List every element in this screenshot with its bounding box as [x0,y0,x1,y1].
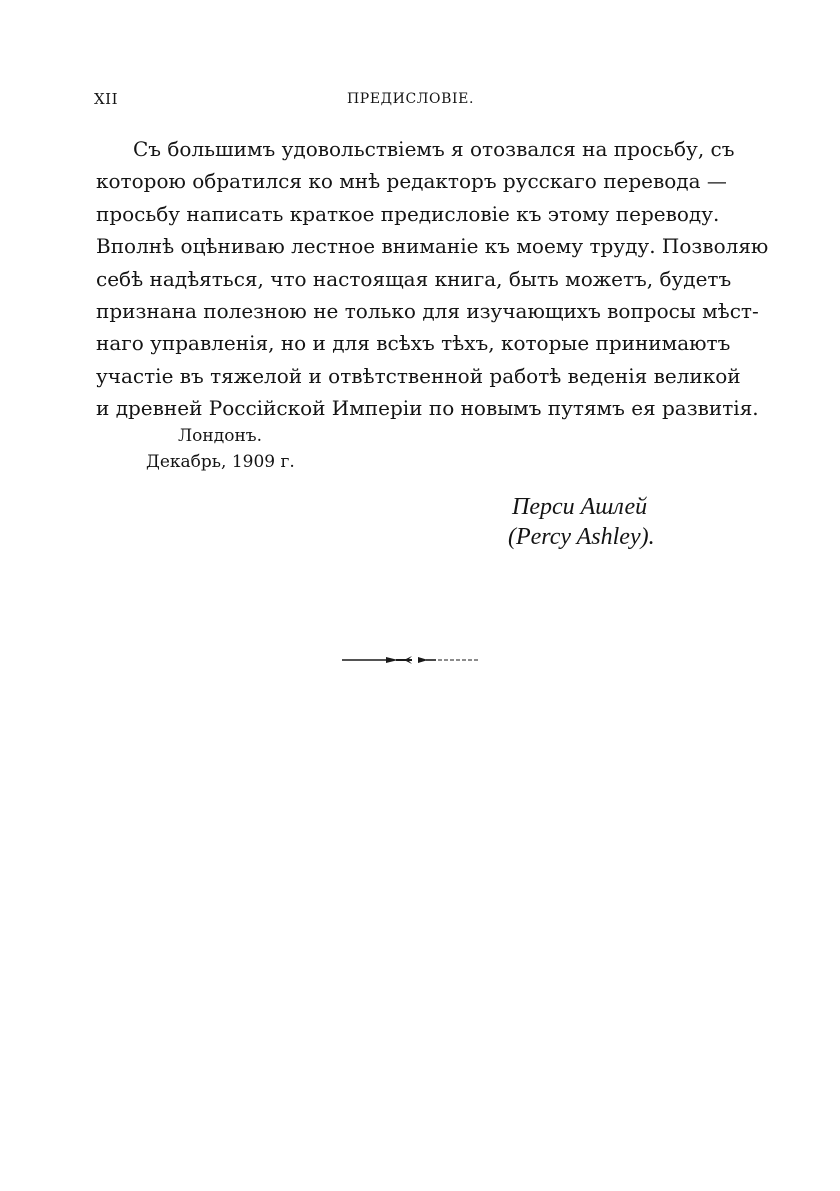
paragraph-line: Вполнѣ оцѣниваю лестное вниманіе къ моему труду. Позволяю [96,234,769,259]
dateline-place: Лондонъ. [178,426,263,446]
page-number: XII [94,90,119,108]
preface-paragraph [96,133,769,425]
running-title: ПРЕДИСЛОВІЕ. [347,91,474,107]
paragraph-line: себѣ надѣяться, что настоящая книга, быть можетъ, будетъ [96,266,732,291]
dateline-date: Декабрь, 1909 г. [146,452,295,472]
paragraph-line: и древней Россійской Имперіи по новымъ путямъ ея развитія. [96,396,759,421]
signature-latin: (Percy Ashley). [508,524,655,550]
end-ornament-icon [340,652,480,668]
signature-name: Перси Ашлей [512,494,648,520]
paragraph-line: признана полезною не только для изучающихъ вопросы мѣст- [96,299,759,324]
paragraph-line: участіе въ тяжелой и отвѣтственной работѣ веденія великой [96,363,741,388]
paragraph-line: Съ большимъ удовольствіемъ я отозвался на просьбу, съ [133,137,735,161]
paragraph-line: просьбу написать краткое предисловіе къ этому переводу. [96,201,720,226]
paragraph-line: наго управленія, но и для всѣхъ тѣхъ, которые принимаютъ [96,331,731,356]
paragraph-line: которою обратился ко мнѣ редакторъ русскаго перевода — [96,169,727,194]
